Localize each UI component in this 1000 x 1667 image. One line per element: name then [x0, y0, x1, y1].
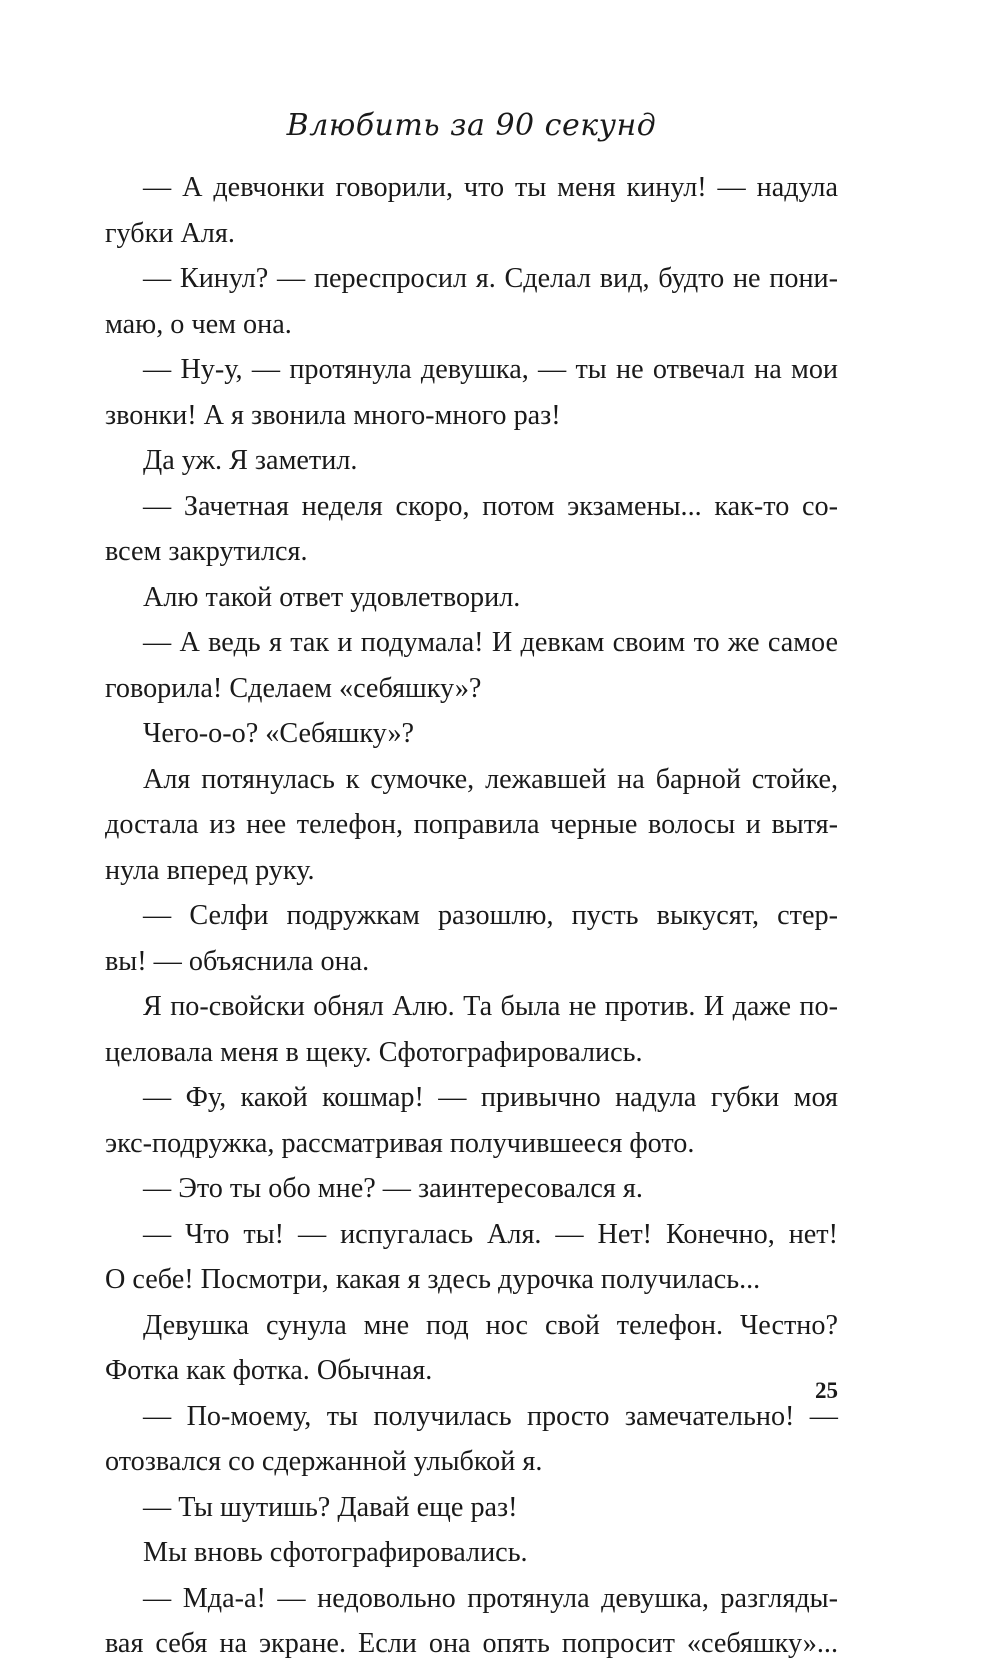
text-line: — Ты шутишь? Давай еще раз! [143, 1491, 518, 1523]
text-line: — Селфи подружкам разошлю, пусть выкусят, стер- [143, 900, 838, 931]
text-line: — По-моему, ты получилась просто замечательно! — [143, 1400, 838, 1432]
text-line: Я по-свойски обнял Алю. Та была не против. И даже по- [143, 991, 838, 1022]
text-line: — Что ты! — испугалась Аля. — Нет! Конечно, нет! [143, 1218, 838, 1250]
text-line: говорила! Сделаем «себяшку»? [105, 672, 482, 704]
text-line: звонки! А я звонила много-много раз! [105, 399, 561, 431]
text-line: Да уж. Я заметил. [143, 445, 358, 476]
text-line: маю, о чем она. [105, 308, 292, 340]
text-line: вы! — объяснила она. [105, 945, 370, 977]
text-line: О себе! Посмотри, какая я здесь дурочка получилась... [105, 1264, 761, 1295]
text-line: нула вперед руку. [105, 854, 315, 886]
text-line: Девушка сунула мне под нос свой телефон. Честно? [143, 1309, 838, 1341]
text-line: — Мда-а! — недовольно протянула девушка, разгляды- [143, 1582, 838, 1614]
text-line: достала из нее телефон, поправила черные волосы и вытя- [105, 809, 838, 840]
text-line: — Ну-у, — протянула девушка, — ты не отвечал на мои [143, 354, 838, 385]
page-number: 25 [815, 1378, 838, 1403]
text-line: Фотка как фотка. Обычная. [105, 1355, 433, 1386]
text-line: целовала меня в щеку. Сфотографировались. [105, 1036, 643, 1068]
running-header: Влюбить за 90 секунд [286, 108, 657, 143]
text-line: Аля потянулась к сумочке, лежавшей на барной стойке, [143, 763, 838, 795]
text-line: — Кинул? — переспросил я. Сделал вид, будто не пони- [143, 263, 838, 294]
text-line: экс-подружка, рассматривая получившееся фото. [105, 1127, 695, 1159]
body-text [105, 165, 838, 1667]
text-line: вая себя на экране. Если она опять попросит «себяшку»... [105, 1628, 838, 1659]
text-line: губки Аля. [105, 217, 235, 249]
text-line: — Фу, какой кошмар! — привычно надула губки моя [143, 1082, 838, 1113]
text-line: — Зачетная неделя скоро, потом экзамены... как-то со- [143, 490, 838, 522]
text-line: Мы вновь сфотографировались. [143, 1537, 528, 1568]
text-line: Чего-о-о? «Себяшку»? [143, 718, 415, 749]
text-line: — А ведь я так и подумала! И девкам своим то же самое [143, 627, 838, 658]
text-line: — Это ты обо мне? — заинтересовался я. [143, 1173, 643, 1204]
text-line: отозвался со сдержанной улыбкой я. [105, 1446, 543, 1477]
text-line: Алю такой ответ удовлетворил. [143, 581, 521, 613]
text-line: всем закрутился. [105, 536, 308, 567]
text-line: — А девчонки говорили, что ты меня кинул! — надула [143, 172, 838, 203]
